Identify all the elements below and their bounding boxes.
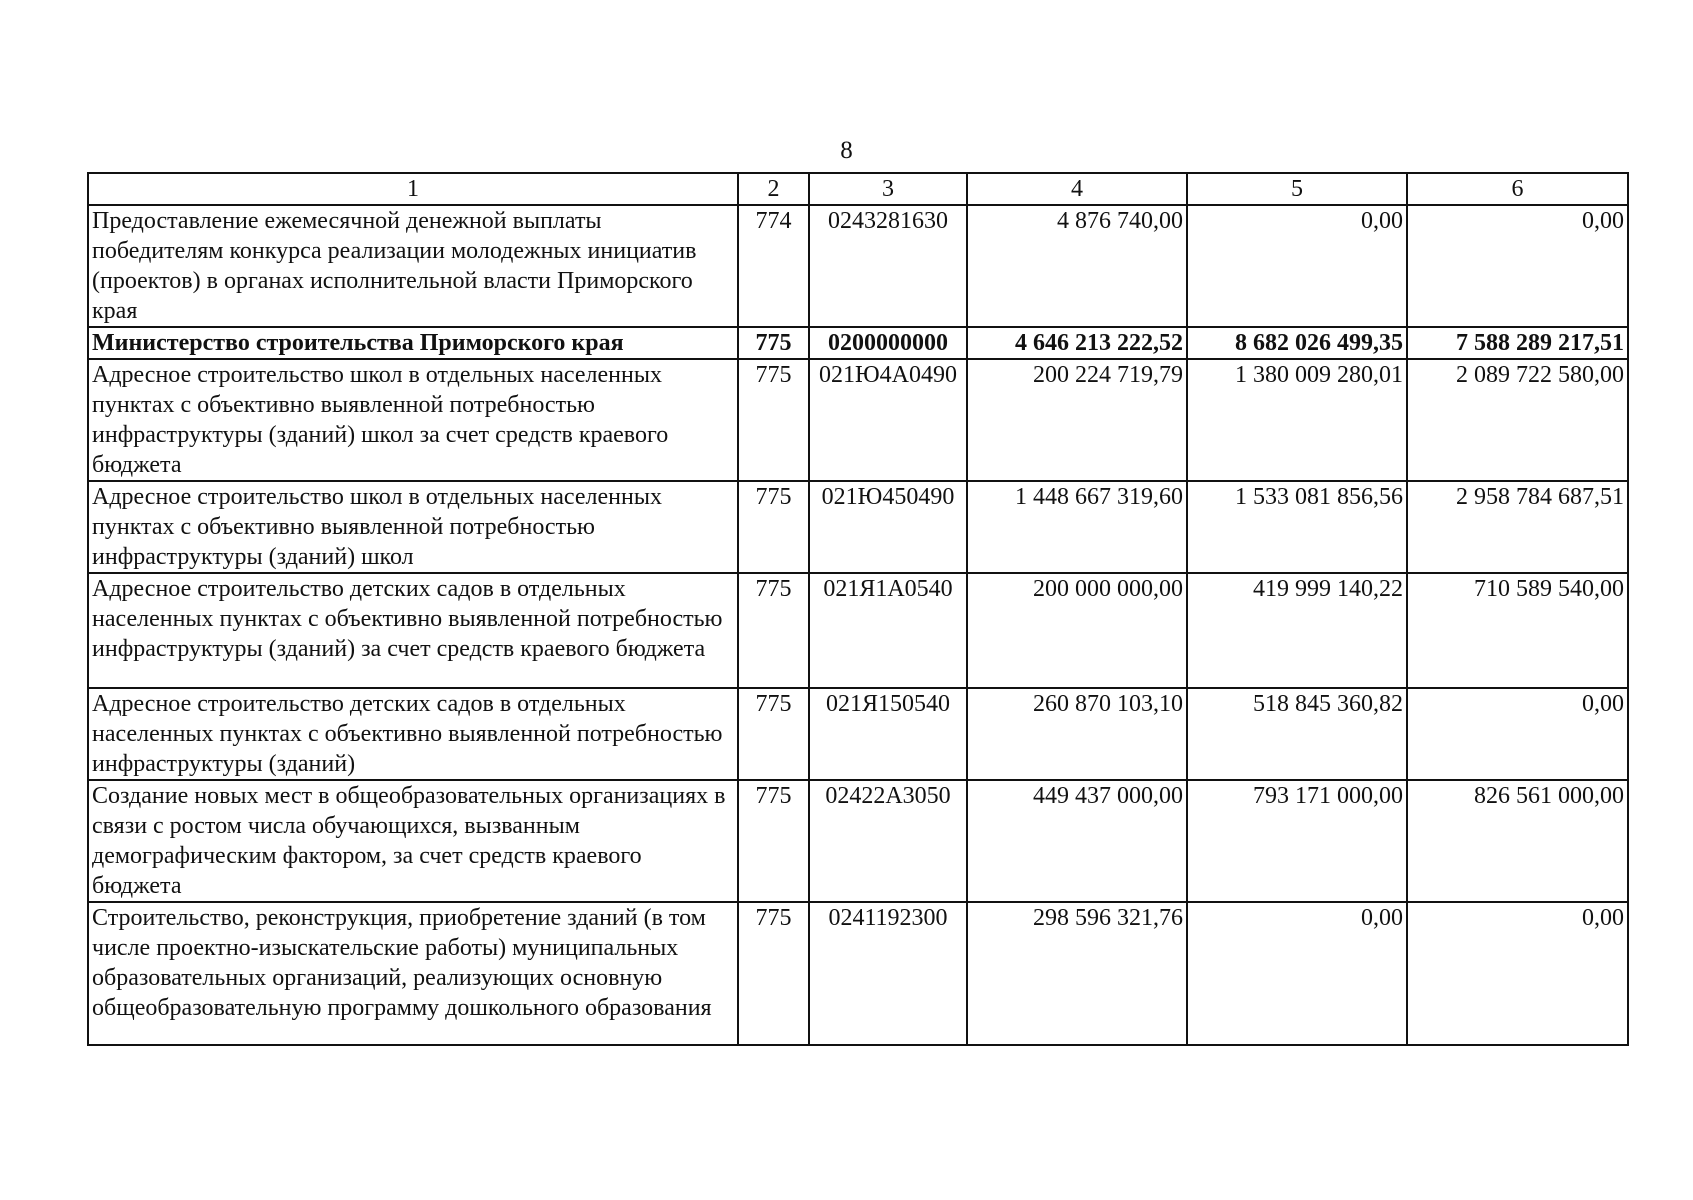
table-row <box>88 481 1628 573</box>
column-number: 2 <box>738 173 809 205</box>
row-name-cell: Министерство строительства Приморского края <box>88 327 738 359</box>
row-grbs-cell: 775 <box>738 780 809 902</box>
row-kcsr-cell: 0200000000 <box>809 327 967 359</box>
row-amount-year1-cell: 260 870 103,10 <box>967 688 1187 780</box>
table-row <box>88 573 1628 688</box>
row-amount-year2-cell: 518 845 360,82 <box>1187 688 1407 780</box>
row-name-cell: Адресное строительство детских садов в отдельных населенных пунктах с объективно выявленной потребностью инфраструктуры (зданий) за счет средств краевого бюджета <box>88 573 738 688</box>
row-amount-year2-cell: 0,00 <box>1187 205 1407 327</box>
column-number: 1 <box>88 173 738 205</box>
row-amount-year3-cell: 826 561 000,00 <box>1407 780 1628 902</box>
row-amount-year1-cell: 4 876 740,00 <box>967 205 1187 327</box>
column-number: 5 <box>1187 173 1407 205</box>
row-grbs-cell: 775 <box>738 359 809 481</box>
row-amount-year2-cell: 8 682 026 499,35 <box>1187 327 1407 359</box>
column-number: 4 <box>967 173 1187 205</box>
row-amount-year3-cell: 0,00 <box>1407 688 1628 780</box>
row-kcsr-cell: 02422А3050 <box>809 780 967 902</box>
row-amount-year1-cell: 200 000 000,00 <box>967 573 1187 688</box>
row-amount-year1-cell: 4 646 213 222,52 <box>967 327 1187 359</box>
row-amount-year3-cell: 710 589 540,00 <box>1407 573 1628 688</box>
budget-table <box>87 172 1629 1046</box>
row-kcsr-cell: 021Ю4А0490 <box>809 359 967 481</box>
column-number-row <box>88 173 1628 205</box>
row-amount-year2-cell: 793 171 000,00 <box>1187 780 1407 902</box>
row-kcsr-cell: 021Ю450490 <box>809 481 967 573</box>
row-name-cell: Строительство, реконструкция, приобретение зданий (в том числе проектно-изыскательские работы) муниципальных образовательных организаций, реализующих основную общеобразовательную программу дошкольного образования <box>88 902 738 1045</box>
row-grbs-cell: 775 <box>738 902 809 1045</box>
row-name-cell: Адресное строительство школ в отдельных населенных пунктах с объективно выявленной потребностью инфраструктуры (зданий) школ <box>88 481 738 573</box>
row-amount-year3-cell: 0,00 <box>1407 902 1628 1045</box>
row-amount-year3-cell: 0,00 <box>1407 205 1628 327</box>
row-amount-year2-cell: 1 380 009 280,01 <box>1187 359 1407 481</box>
row-amount-year1-cell: 298 596 321,76 <box>967 902 1187 1045</box>
row-grbs-cell: 774 <box>738 205 809 327</box>
column-number: 6 <box>1407 173 1628 205</box>
row-kcsr-cell: 021Я150540 <box>809 688 967 780</box>
table-header <box>88 173 1628 205</box>
table-row <box>88 327 1628 359</box>
row-name-cell: Создание новых мест в общеобразовательных организациях в связи с ростом числа обучающихся, вызванным демографическим фактором, за счет средств краевого бюджета <box>88 780 738 902</box>
row-amount-year1-cell: 449 437 000,00 <box>967 780 1187 902</box>
page-number: 8 <box>840 137 853 164</box>
row-grbs-cell: 775 <box>738 327 809 359</box>
column-number: 3 <box>809 173 967 205</box>
row-name-cell: Адресное строительство детских садов в отдельных населенных пунктах с объективно выявленной потребностью инфраструктуры (зданий) <box>88 688 738 780</box>
row-kcsr-cell: 0243281630 <box>809 205 967 327</box>
table-row <box>88 359 1628 481</box>
row-kcsr-cell: 0241192300 <box>809 902 967 1045</box>
row-grbs-cell: 775 <box>738 573 809 688</box>
table-row <box>88 780 1628 902</box>
row-grbs-cell: 775 <box>738 481 809 573</box>
row-amount-year2-cell: 419 999 140,22 <box>1187 573 1407 688</box>
row-grbs-cell: 775 <box>738 688 809 780</box>
row-name-cell: Предоставление ежемесячной денежной выплаты победителям конкурса реализации молодежных инициатив (проектов) в органах исполнительной власти Приморского края <box>88 205 738 327</box>
row-amount-year3-cell: 2 089 722 580,00 <box>1407 359 1628 481</box>
row-amount-year1-cell: 1 448 667 319,60 <box>967 481 1187 573</box>
table-row <box>88 205 1628 327</box>
row-amount-year1-cell: 200 224 719,79 <box>967 359 1187 481</box>
table-body <box>88 205 1628 1045</box>
row-amount-year2-cell: 1 533 081 856,56 <box>1187 481 1407 573</box>
table-row <box>88 902 1628 1045</box>
row-amount-year2-cell: 0,00 <box>1187 902 1407 1045</box>
table-row <box>88 688 1628 780</box>
row-amount-year3-cell: 2 958 784 687,51 <box>1407 481 1628 573</box>
row-kcsr-cell: 021Я1А0540 <box>809 573 967 688</box>
row-amount-year3-cell: 7 588 289 217,51 <box>1407 327 1628 359</box>
row-name-cell: Адресное строительство школ в отдельных населенных пунктах с объективно выявленной потребностью инфраструктуры (зданий) школ за счет средств краевого бюджета <box>88 359 738 481</box>
